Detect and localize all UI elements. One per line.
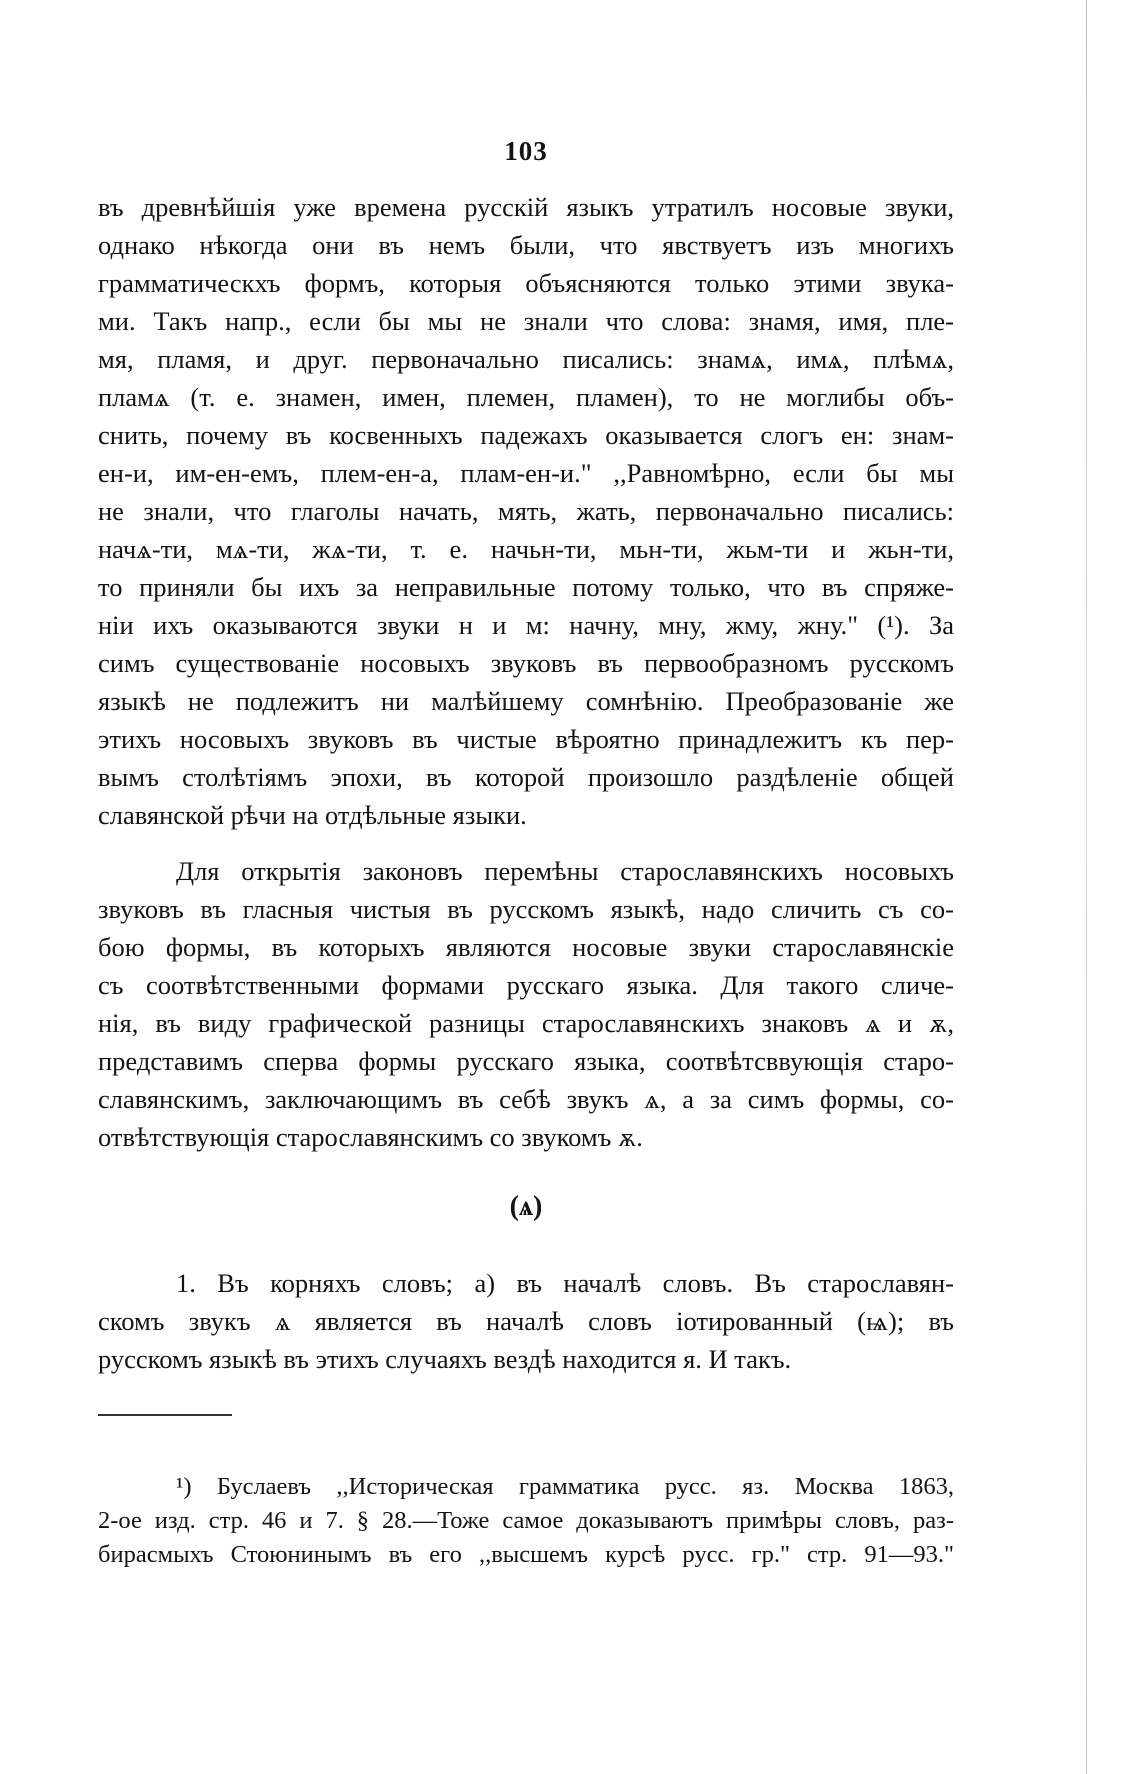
footnote-line: бирасмыхъ Стоюнинымъ въ его ,,высшемъ курсѣ русс. гр." стр. 91—93." xyxy=(98,1541,954,1568)
text-line: звуковъ въ гласныя чистыя въ русскомъ языкѣ, надо сличить съ со- xyxy=(98,894,954,924)
paragraph-3 xyxy=(98,1264,954,1378)
text-line: языкѣ не подлежитъ ни малѣйшему сомнѣнію. Преобразованіе же xyxy=(98,686,954,716)
text-line: въ древнѣйшія уже времена русскій языкъ утратилъ носовые звуки, xyxy=(98,192,954,222)
text-line: симъ существованіе носовыхъ звуковъ въ первообразномъ русскомъ xyxy=(98,648,954,678)
text-line: однако нѣкогда они въ немъ были, что явствуетъ изъ многихъ xyxy=(98,230,954,260)
page-number: 103 xyxy=(504,136,548,166)
text-line: пламѧ (т. е. знамен, имен, племен, пламен), то не моглибы объ- xyxy=(98,382,954,412)
text-line: скомъ звукъ ѧ является въ началѣ словъ іотированный (ѩ); въ xyxy=(98,1306,954,1336)
footnote xyxy=(98,1470,954,1572)
footnote-rule xyxy=(98,1414,232,1416)
text-line: русскомъ языкѣ въ этихъ случаяхъ вездѣ находится я. И такъ. xyxy=(98,1344,792,1374)
section-heading: (ѧ) xyxy=(509,1191,543,1222)
text-line: славянскимъ, заключающимъ въ себѣ звукъ ѧ, а за симъ формы, со- xyxy=(98,1084,954,1114)
text-line: нія, въ виду графической разницы старославянскихъ знаковъ ѧ и ѫ, xyxy=(98,1008,954,1038)
paragraph-1 xyxy=(98,188,954,834)
page-edge-line xyxy=(1086,0,1087,1774)
text-line: бою формы, въ которыхъ являются носовые звуки старославянскіе xyxy=(98,932,954,962)
text-line: ен-и, им-ен-емъ, плем-ен-а, плам-ен-и." ,,Равномѣрно, если бы мы xyxy=(98,458,954,488)
text-line: мя, пламя, и друг. первоначально писались: знамѧ, имѧ, плѣмѧ, xyxy=(98,344,954,374)
text-line: начѧ-ти, мѧ-ти, жѧ-ти, т. е. начьн-ти, мьн-ти, жьм-ти и жьн-ти, xyxy=(98,534,954,564)
text-line: 1. Въ корняхъ словъ; а) въ началѣ словъ. Въ старославян- xyxy=(176,1268,954,1298)
text-line: то приняли бы ихъ за неправильные потому только, что въ спряже- xyxy=(98,572,954,602)
text-line: не знали, что глаголы начать, мять, жать, первоначально писались: xyxy=(98,496,954,526)
text-line: снить, почему въ косвенныхъ падежахъ оказывается слогъ ен: знам- xyxy=(98,420,954,450)
text-line: представимъ сперва формы русскаго языка, соотвѣтсввующія старо- xyxy=(98,1046,954,1076)
text-line: съ соотвѣтственными формами русскаго языка. Для такого сличе- xyxy=(98,970,954,1000)
text-line: ми. Такъ напр., если бы мы не знали что слова: знамя, имя, пле- xyxy=(98,306,954,336)
footnote-line: 2-ое изд. стр. 46 и 7. § 28.—Тоже самое доказываютъ примѣры словъ, раз- xyxy=(98,1507,954,1534)
text-line: Для открытія законовъ перемѣны старославянскихъ носовыхъ xyxy=(176,856,954,886)
footnote-line: ¹) Буслаевъ ,,Историческая грамматика русс. яз. Москва 1863, xyxy=(176,1473,954,1500)
text-line: славянской рѣчи на отдѣльные языки. xyxy=(98,800,527,830)
text-line: ніи ихъ оказываются звуки н и м: начну, мну, жму, жну." (¹). За xyxy=(98,610,954,640)
text-line: вымъ столѣтіямъ эпохи, въ которой произошло раздѣленіе общей xyxy=(98,762,954,792)
text-line: этихъ носовыхъ звуковъ въ чистые вѣроятно принадлежитъ къ пер- xyxy=(98,724,954,754)
text-line: отвѣтствующія старославянскимъ со звукомъ ѫ. xyxy=(98,1122,643,1152)
text-line: грамматическхъ формъ, которыя объясняются только этими звука- xyxy=(98,268,954,298)
paragraph-2 xyxy=(98,852,954,1156)
